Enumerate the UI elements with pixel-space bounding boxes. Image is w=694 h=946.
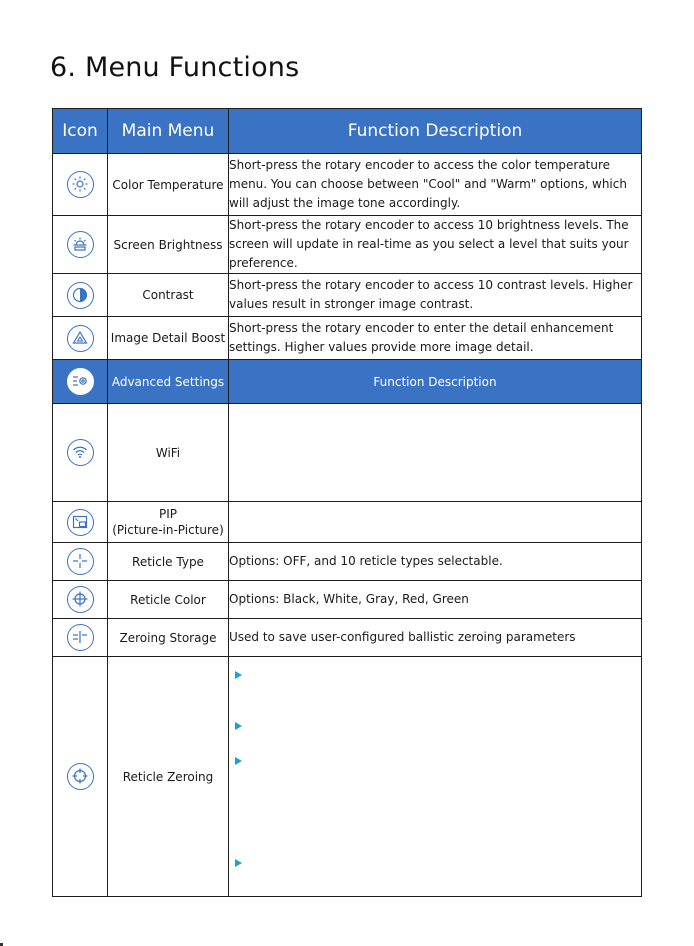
- menu-label: PIP (Picture-in-Picture): [108, 502, 229, 543]
- advanced-settings-label: Advanced Settings: [108, 360, 229, 404]
- table-row: [53, 581, 642, 619]
- bullet-arrow-icon: [235, 859, 245, 869]
- menu-label: Image Detail Boost: [108, 317, 229, 360]
- contrast-icon: [67, 282, 94, 309]
- header-function-description: Function Description: [229, 109, 642, 154]
- table-row: [53, 404, 642, 502]
- function-description: Short-press the rotary encoder to access the color temperature menu. You can choose between "Cool" and "Warm" options, which will adjust the image tone accordingly.: [229, 154, 642, 216]
- menu-functions-table: [52, 108, 642, 897]
- zeroing-storage-icon: [67, 624, 94, 651]
- function-description: Short-press the rotary encoder to access 10 contrast levels. Higher values result in stronger image contrast.: [229, 274, 642, 317]
- function-description: Used to save user-configured ballistic zeroing parameters: [229, 619, 642, 657]
- screen-brightness-icon: [67, 231, 94, 258]
- advanced-function-description: Function Description: [229, 360, 642, 404]
- table-header-row: [53, 109, 642, 154]
- function-description: Short-press the rotary encoder to access 10 brightness levels. The screen will update in real-time as you select a level that suits your preference.: [229, 216, 642, 274]
- menu-label: Zeroing Storage: [108, 619, 229, 657]
- header-icon: Icon: [53, 109, 108, 154]
- table-row: [53, 543, 642, 581]
- bullet-arrow-icon: [235, 722, 245, 732]
- menu-label: Screen Brightness: [108, 216, 229, 274]
- table-row: [53, 274, 642, 317]
- function-description: [229, 502, 642, 543]
- table-row: [53, 154, 642, 216]
- table-row: [53, 317, 642, 360]
- reticle-color-icon: [67, 586, 94, 613]
- color-temperature-icon: [67, 171, 94, 198]
- table-row: [53, 502, 642, 543]
- bullet-list: [229, 657, 641, 896]
- advanced-settings-row: [53, 360, 642, 404]
- reticle-type-icon: [67, 548, 94, 575]
- table-row: [53, 216, 642, 274]
- header-main-menu: Main Menu: [108, 109, 229, 154]
- advanced-settings-icon: [67, 368, 94, 395]
- menu-label: Contrast: [108, 274, 229, 317]
- function-description: [229, 657, 642, 897]
- pip-icon: [67, 509, 94, 536]
- table-row: [53, 619, 642, 657]
- menu-label: Reticle Color: [108, 581, 229, 619]
- function-description: [229, 404, 642, 502]
- menu-label: Color Temperature: [108, 154, 229, 216]
- menu-label: Reticle Type: [108, 543, 229, 581]
- image-detail-boost-icon: [67, 325, 94, 352]
- reticle-zeroing-icon: [67, 763, 94, 790]
- page-title: 6. Menu Functions: [50, 52, 300, 83]
- menu-label: WiFi: [108, 404, 229, 502]
- bullet-arrow-icon: [235, 757, 245, 767]
- table-row: [53, 657, 642, 897]
- function-description: Short-press the rotary encoder to enter the detail enhancement settings. Higher values provide more image detail.: [229, 317, 642, 360]
- function-description: Options: Black, White, Gray, Red, Green: [229, 581, 642, 619]
- function-description: Options: OFF, and 10 reticle types selectable.: [229, 543, 642, 581]
- wifi-icon: [67, 439, 94, 466]
- bullet-arrow-icon: [235, 671, 245, 681]
- menu-label: Reticle Zeroing: [108, 657, 229, 897]
